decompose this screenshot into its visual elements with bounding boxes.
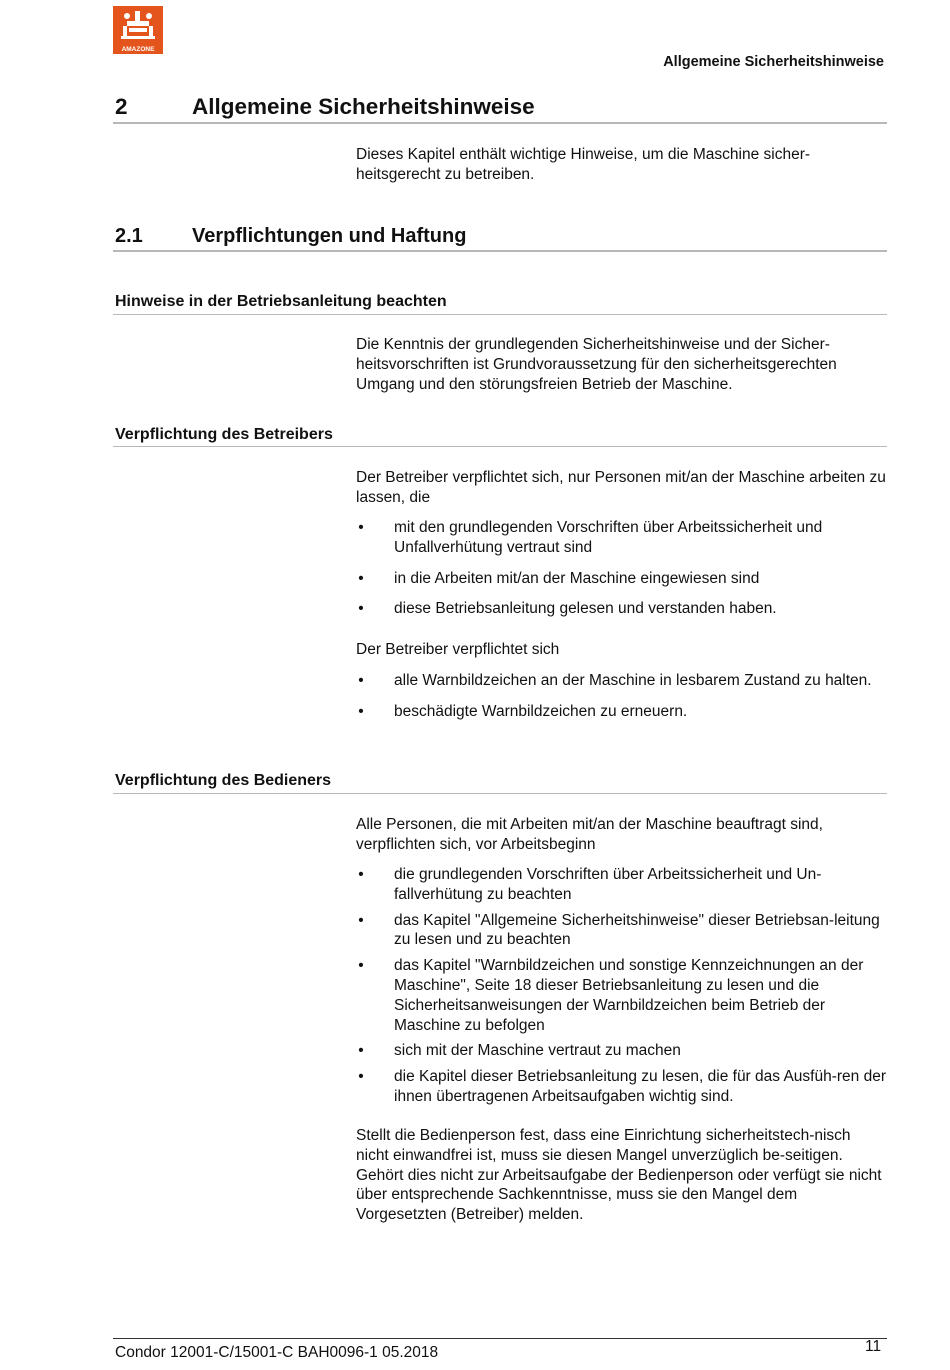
subsection-title-bediener: Verpflichtung des Bedieners	[115, 772, 332, 789]
chapter-intro: Dieses Kapitel enthält wichtige Hinweise, um die Maschine sicher-heitsgerecht zu betreiben.	[356, 146, 811, 183]
bullet-icon: •	[358, 702, 364, 720]
logo-wordmark: AMAZONE	[121, 46, 155, 53]
list-item: • diese Betriebsanleitung gelesen und verstanden haben.	[356, 599, 886, 619]
section-rule	[113, 250, 887, 252]
running-header: Allgemeine Sicherheitshinweise	[663, 54, 884, 70]
subsection-rule	[113, 793, 887, 794]
bullet-icon: •	[358, 519, 364, 536]
list-item: • die grundlegenden Vorschriften über Arbeitssicherheit und Un-fallverhütung zu beachten	[356, 865, 886, 905]
chapter-rule	[113, 122, 887, 124]
tractor-sower-icon	[113, 6, 163, 54]
list-item: • in die Arbeiten mit/an der Maschine eingewiesen sind	[356, 569, 886, 589]
bullet-icon: •	[358, 911, 364, 929]
subsection-title-betreiber: Verpflichtung des Betreibers	[115, 426, 333, 443]
section-number: 2.1	[115, 225, 143, 247]
bullet-icon: •	[358, 1042, 364, 1060]
bullet-icon: •	[358, 569, 364, 587]
bullet-icon: •	[358, 1068, 364, 1086]
chapter-title: Allgemeine Sicherheitshinweise	[192, 94, 535, 119]
bullet-list-bediener	[356, 865, 886, 1107]
paragraph-hinweise: Die Kenntnis der grundlegenden Sicherheitshinweise und der Sicher-heitsvorschriften ist Grundvoraussetzung für den sicherheitsgerechten Umgang und den störungsfreien Betrieb der Maschine.	[356, 336, 837, 393]
subsection-title-hinweise: Hinweise in der Betriebsanleitung beachten	[115, 293, 447, 310]
list-item: • sich mit der Maschine vertraut zu machen	[356, 1041, 886, 1061]
footer-document-id: Condor 12001-C/15001-C BAH0096-1 05.2018	[115, 1344, 439, 1361]
footer-rule	[113, 1338, 887, 1339]
chapter-number: 2	[115, 94, 128, 119]
bullet-list-betreiber-2	[356, 671, 886, 722]
bullet-list-betreiber	[356, 518, 886, 619]
paragraph-bediener-closing: Stellt die Bedienperson fest, dass eine Einrichtung sicherheitstech-nisch nicht einwandfrei ist, muss sie diesen Mangel unverzüglich be-seitigen. Gehört dies nicht zur Arbeitsaufgabe der Bedienperson oder verfügt sie nicht über entsprechende Sachkenntnisse, muss sie den Mangel dem Vorgesetzten (Betreiber) melden.	[356, 1127, 882, 1224]
list-item: • beschädigte Warnbildzeichen zu erneuern.	[356, 702, 886, 722]
list-item: • das Kapitel "Warnbildzeichen und sonstige Kennzeichnungen an der Maschine", Seite 18 dieser Betriebsanleitung zu lesen und die Sicherheitsanweisungen der Warnbildzeichen beim Betrieb der Maschine zu befolgen	[356, 956, 886, 1035]
paragraph-betreiber-second: Der Betreiber verpflichtet sich	[356, 641, 560, 658]
paragraph-betreiber-intro: Der Betreiber verpflichtet sich, nur Personen mit/an der Maschine arbeiten zu lassen, die	[356, 469, 886, 506]
page-number: 11	[865, 1338, 882, 1355]
bullet-icon: •	[358, 866, 364, 883]
list-item: • alle Warnbildzeichen an der Maschine in lesbarem Zustand zu halten.	[356, 671, 886, 691]
list-item: • die Kapitel dieser Betriebsanleitung zu lesen, die für das Ausfüh-ren der ihnen übertragenen Arbeitsaufgaben wichtig sind.	[356, 1067, 886, 1107]
amazone-logo	[113, 6, 163, 54]
list-item: • mit den grundlegenden Vorschriften über Arbeitssicherheit und Unfallverhütung vertraut sind	[356, 518, 886, 558]
subsection-rule	[113, 446, 887, 447]
bullet-icon: •	[358, 672, 364, 689]
list-item: • das Kapitel "Allgemeine Sicherheitshinweise" dieser Betriebsan-leitung zu lesen und zu beachten	[356, 911, 886, 951]
bullet-icon: •	[358, 957, 364, 975]
section-title: Verpflichtungen und Haftung	[192, 225, 467, 247]
paragraph-bediener-intro: Alle Personen, die mit Arbeiten mit/an der Maschine beauftragt sind, verpflichten sich, vor Arbeitsbeginn	[356, 816, 823, 853]
bullet-icon: •	[358, 600, 364, 618]
subsection-rule	[113, 314, 887, 315]
